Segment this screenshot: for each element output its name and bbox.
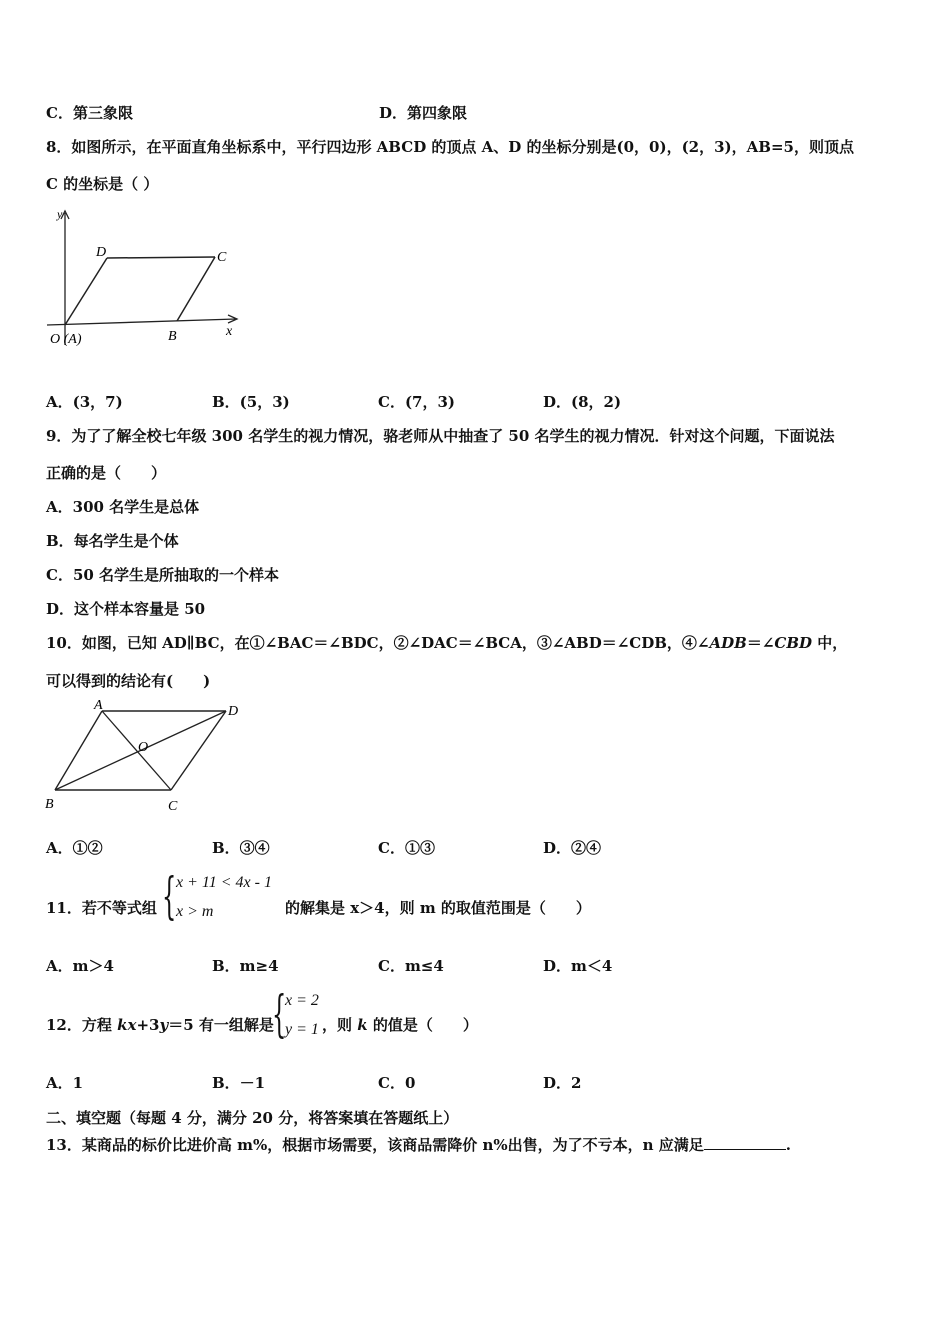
q10-stem-angle-cbd: CBD — [774, 634, 813, 652]
q13-end: . — [785, 1136, 791, 1154]
q8-x-axis — [47, 319, 236, 325]
q8-label-y: y — [57, 207, 63, 221]
q10-stem-equals: ＝∠ — [746, 634, 775, 652]
q10-option-b: B．③④ — [212, 839, 270, 857]
q10-parallelogram-figure — [40, 695, 255, 820]
q8-label-origin: O (A) — [50, 332, 82, 347]
q12-suffix-a: ，则 — [322, 1016, 358, 1034]
q12-var-k: k — [357, 1016, 368, 1034]
q10-stem-angle-adb: ADB — [709, 634, 747, 652]
q12-prefix-e: ＝5 有一组解是 — [168, 1016, 274, 1034]
q10-label-o: O — [138, 740, 149, 755]
q8-option-a: A．(3，7) — [46, 393, 123, 411]
q8-option-c: C．(7，3) — [378, 393, 456, 411]
q9-option-d: D．这个样本容量是 50 — [46, 600, 206, 618]
q10-label-d: D — [228, 704, 239, 719]
q9-option-a: A．300 名学生是总体 — [46, 498, 200, 516]
q8-stem-line2: C 的坐标是（ ） — [46, 175, 159, 193]
q12-brace: { — [272, 985, 287, 1043]
q12-option-d: D．2 — [543, 1074, 582, 1092]
q9-option-b: B．每名学生是个体 — [46, 532, 179, 550]
q12-var-kx: kx — [117, 1016, 137, 1034]
q8-stem-line1: 8．如图所示，在平面直角坐标系中，平行四边形 ABCD 的顶点 A、D 的坐标分别是(0，0)，(2，3)，AB=5，则顶点 — [46, 138, 854, 156]
q9-stem-line2: 正确的是（ ） — [46, 464, 167, 482]
q12-stem-suffix — [322, 1015, 478, 1035]
q8-axes — [47, 211, 237, 345]
q8-label-c: C — [217, 250, 227, 265]
q10-stem-tail: 中， — [812, 634, 848, 652]
q11-inequality-1: x + 11 < 4x - 1 — [176, 874, 272, 891]
q11-option-d: D．m＜4 — [543, 957, 613, 975]
q8-option-b: B．(5，3) — [212, 393, 290, 411]
q11-stem-prefix: 11．若不等式组 — [46, 899, 157, 917]
q12-option-b: B．－1 — [212, 1074, 266, 1092]
q12-stem-prefix — [46, 1015, 274, 1035]
q11-stem-suffix: 的解集是 x＞4，则 m 的取值范围是（ ） — [285, 899, 591, 917]
q10-option-c: C．①③ — [378, 839, 435, 857]
q10-label-c: C — [168, 799, 178, 814]
q12-prefix-c: +3 — [136, 1016, 160, 1034]
q11-brace: { — [162, 867, 177, 925]
q8-label-d: D — [96, 245, 107, 260]
q12-option-c: C．0 — [378, 1074, 416, 1092]
q8-parallelogram-figure — [40, 205, 250, 355]
q13-text: 13．某商品的标价比进价高 m%，根据市场需要，该商品需降价 n%出售，为了不亏本，n 应满足 — [46, 1136, 704, 1154]
q10-label-b: B — [45, 797, 54, 812]
q10-stem-line1 — [46, 633, 847, 653]
q12-var-y: y — [159, 1016, 169, 1034]
q11-option-a: A．m＞4 — [46, 957, 114, 975]
q10-label-a: A — [94, 698, 103, 713]
q10-stem-part-a: 10．如图，已知 AD∥BC，在①∠BAC＝∠BDC，②∠DAC＝∠BCA，③∠ABD＝∠CDB，④∠ — [46, 634, 710, 652]
q12-suffix-c: 的值是（ ） — [367, 1016, 478, 1034]
q11-option-b: B．m≥4 — [212, 957, 279, 975]
q8-parallelogram — [65, 257, 215, 325]
q9-stem-line1: 9．为了了解全校七年级 300 名学生的视力情况，骆老师从中抽查了 50 名学生的视力情况．针对这个问题，下面说法 — [46, 427, 835, 445]
q10-stem-line2: 可以得到的结论有( ) — [46, 672, 211, 690]
q12-equation-2: y = 1 — [285, 1021, 319, 1038]
q9-option-c: C．50 名学生是所抽取的一个样本 — [46, 566, 280, 584]
q8-option-d: D．(8，2) — [543, 393, 622, 411]
q13-answer-blank — [704, 1133, 786, 1150]
q12-prefix-a: 12．方程 — [46, 1016, 118, 1034]
q7-option-c: C．第三象限 — [46, 104, 133, 122]
q12-option-a: A．1 — [46, 1074, 84, 1092]
q11-inequality-2: x > m — [176, 903, 214, 920]
q12-equation-1: x = 2 — [285, 992, 319, 1009]
section2-heading: 二、填空题（每题 4 分，满分 20 分，将答案填在答题纸上） — [46, 1109, 459, 1127]
q11-option-c: C．m≤4 — [378, 957, 444, 975]
q10-option-d: D．②④ — [543, 839, 602, 857]
q10-option-a: A．①② — [46, 839, 103, 857]
q7-option-d: D．第四象限 — [379, 104, 468, 122]
q8-label-x: x — [226, 324, 233, 339]
q8-label-b: B — [168, 329, 177, 344]
q13-stem — [46, 1133, 791, 1155]
